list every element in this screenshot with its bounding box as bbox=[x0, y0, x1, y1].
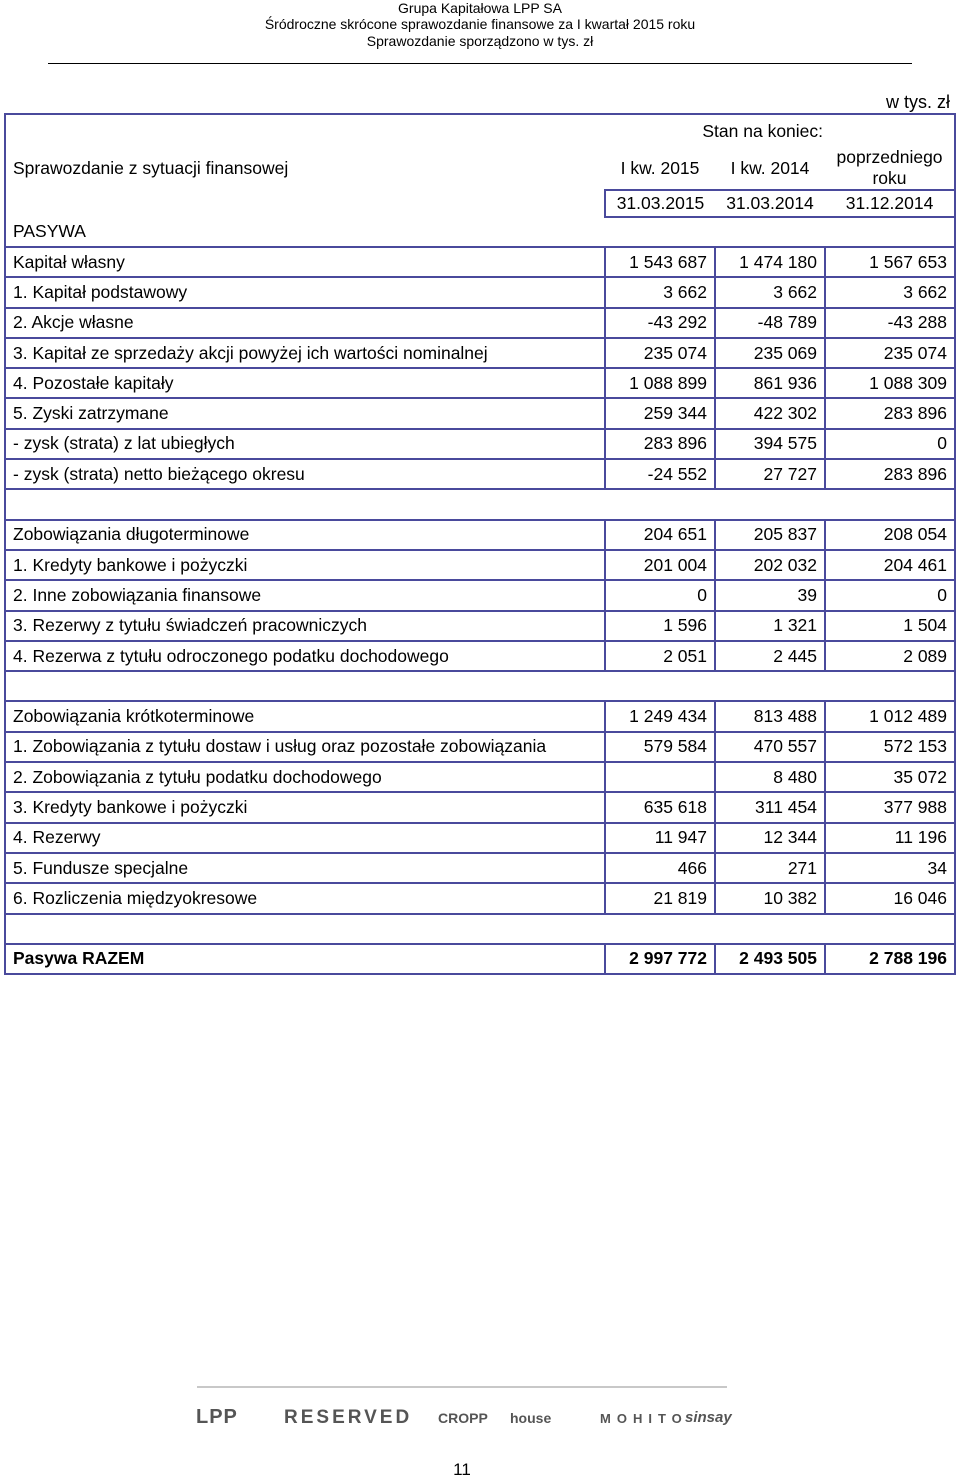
page-number: 11 bbox=[453, 1460, 471, 1479]
row-label: - zysk (strata) z lat ubiegłych bbox=[5, 429, 605, 459]
row-label: 2. Inne zobowiązania finansowe bbox=[5, 580, 605, 610]
sinsay-logo: sinsay bbox=[685, 1409, 732, 1426]
header-divider bbox=[48, 63, 912, 64]
row-value: 2 051 bbox=[605, 641, 715, 671]
row-value: 283 896 bbox=[605, 429, 715, 459]
row-label: Zobowiązania długoterminowe bbox=[5, 520, 605, 550]
row-label: 4. Rezerwy bbox=[5, 823, 605, 853]
row-label: 1. Kredyty bankowe i pożyczki bbox=[5, 550, 605, 580]
spacer-row bbox=[5, 671, 955, 701]
row-value: 377 988 bbox=[825, 792, 955, 822]
row-value: 208 054 bbox=[825, 520, 955, 550]
row-value: 861 936 bbox=[715, 368, 825, 398]
lpp-logo: LPP bbox=[196, 1406, 238, 1428]
row-label: 4. Pozostałe kapitały bbox=[5, 368, 605, 398]
row-value: 635 618 bbox=[605, 792, 715, 822]
report-title: Śródroczne skrócone sprawozdanie finansowe za I kwartał 2015 roku bbox=[264, 16, 696, 32]
row-label: 1. Zobowiązania z tytułu dostaw i usług oraz pozostałe zobowiązania bbox=[5, 732, 605, 762]
cropp-logo: CROPP bbox=[438, 1410, 488, 1426]
row-value: -43 292 bbox=[605, 308, 715, 338]
row-value: 1 321 bbox=[715, 611, 825, 641]
brand-logos bbox=[190, 1404, 750, 1432]
row-label: - zysk (strata) netto bieżącego okresu bbox=[5, 459, 605, 489]
row-value: 579 584 bbox=[605, 732, 715, 762]
row-label: 5. Fundusze specjalne bbox=[5, 853, 605, 883]
footer-divider bbox=[197, 1386, 727, 1388]
row-value: 0 bbox=[825, 580, 955, 610]
row-label: 3. Rezerwy z tytułu świadczeń pracowniczych bbox=[5, 611, 605, 641]
row-value: 466 bbox=[605, 853, 715, 883]
row-value: 12 344 bbox=[715, 823, 825, 853]
mohito-logo: MOHITO bbox=[600, 1411, 688, 1426]
row-value: 259 344 bbox=[605, 398, 715, 428]
total-value: 2 997 772 bbox=[605, 944, 715, 974]
row-value: 572 153 bbox=[825, 732, 955, 762]
row-value: 2 089 bbox=[825, 641, 955, 671]
row-value: 10 382 bbox=[715, 883, 825, 913]
row-value: 235 074 bbox=[605, 338, 715, 368]
row-value: 205 837 bbox=[715, 520, 825, 550]
row-value: 235 074 bbox=[825, 338, 955, 368]
row-value: 3 662 bbox=[715, 277, 825, 307]
row-value: 1 088 309 bbox=[825, 368, 955, 398]
row-value: 311 454 bbox=[715, 792, 825, 822]
section-label: PASYWA bbox=[5, 217, 605, 247]
row-value: 39 bbox=[715, 580, 825, 610]
row-value: 11 196 bbox=[825, 823, 955, 853]
row-value: 813 488 bbox=[715, 701, 825, 731]
row-value: 422 302 bbox=[715, 398, 825, 428]
col-date-1: 31.03.2015 bbox=[605, 190, 715, 217]
company-name: Grupa Kapitałowa LPP SA bbox=[398, 0, 562, 16]
stan-label: Stan na koniec: bbox=[605, 114, 825, 147]
row-label: 3. Kapitał ze sprzedaży akcji powyżej ich wartości nominalnej bbox=[5, 338, 605, 368]
row-value: 271 bbox=[715, 853, 825, 883]
row-value: -48 789 bbox=[715, 308, 825, 338]
row-value: 235 069 bbox=[715, 338, 825, 368]
row-value: 2 445 bbox=[715, 641, 825, 671]
report-unit-note: Sprawozdanie sporządzono w tys. zł bbox=[366, 33, 594, 49]
row-value: 21 819 bbox=[605, 883, 715, 913]
row-value: -24 552 bbox=[605, 459, 715, 489]
statement-title: Sprawozdanie z sytuacji finansowej bbox=[5, 147, 605, 190]
row-value: 34 bbox=[825, 853, 955, 883]
row-label: 1. Kapitał podstawowy bbox=[5, 277, 605, 307]
reserved-logo: RESERVED bbox=[284, 1407, 413, 1428]
row-value: -43 288 bbox=[825, 308, 955, 338]
row-label: 4. Rezerwa z tytułu odroczonego podatku dochodowego bbox=[5, 641, 605, 671]
row-value: 201 004 bbox=[605, 550, 715, 580]
row-value: 204 461 bbox=[825, 550, 955, 580]
row-value: 202 032 bbox=[715, 550, 825, 580]
col-header-1: I kw. 2015 bbox=[620, 157, 700, 178]
spacer-row bbox=[5, 914, 955, 944]
row-value: 3 662 bbox=[605, 277, 715, 307]
row-value: 27 727 bbox=[715, 459, 825, 489]
row-value: 35 072 bbox=[825, 762, 955, 792]
row-value: 16 046 bbox=[825, 883, 955, 913]
row-value: 1 088 899 bbox=[605, 368, 715, 398]
house-logo: house bbox=[510, 1410, 552, 1426]
row-value: 283 896 bbox=[825, 459, 955, 489]
row-value: 204 651 bbox=[605, 520, 715, 550]
row-value: 0 bbox=[825, 429, 955, 459]
total-label: Pasywa RAZEM bbox=[5, 944, 605, 974]
total-value: 2 493 505 bbox=[715, 944, 825, 974]
row-value: 470 557 bbox=[715, 732, 825, 762]
total-value: 2 788 196 bbox=[825, 944, 955, 974]
row-value: 283 896 bbox=[825, 398, 955, 428]
row-label: 3. Kredyty bankowe i pożyczki bbox=[5, 792, 605, 822]
row-value: 11 947 bbox=[605, 823, 715, 853]
row-label: 2. Akcje własne bbox=[5, 308, 605, 338]
col-date-2: 31.03.2014 bbox=[715, 190, 825, 217]
row-value: 0 bbox=[605, 580, 715, 610]
row-label: 2. Zobowiązania z tytułu podatku dochodowego bbox=[5, 762, 605, 792]
row-label: 6. Rozliczenia międzyokresowe bbox=[5, 883, 605, 913]
row-label: 5. Zyski zatrzymane bbox=[5, 398, 605, 428]
unit-label: w tys. zł bbox=[885, 92, 950, 112]
row-label: Kapitał własny bbox=[5, 247, 605, 277]
row-value: 8 480 bbox=[715, 762, 825, 792]
row-value: 1 543 687 bbox=[605, 247, 715, 277]
col-header-2: I kw. 2014 bbox=[730, 157, 810, 178]
row-value: 394 575 bbox=[715, 429, 825, 459]
financial-position-table bbox=[4, 113, 956, 975]
row-label: Zobowiązania krótkoterminowe bbox=[5, 701, 605, 731]
row-value: 1 474 180 bbox=[715, 247, 825, 277]
row-value: 1 596 bbox=[605, 611, 715, 641]
row-value: 1 249 434 bbox=[605, 701, 715, 731]
row-value: 3 662 bbox=[825, 277, 955, 307]
row-value: 1 012 489 bbox=[825, 701, 955, 731]
row-value: 1 567 653 bbox=[825, 247, 955, 277]
col-header-3: poprzedniego roku bbox=[825, 147, 955, 190]
spacer-row bbox=[5, 489, 955, 519]
row-value bbox=[605, 762, 715, 792]
col-date-3: 31.12.2014 bbox=[825, 190, 955, 217]
row-value: 1 504 bbox=[825, 611, 955, 641]
